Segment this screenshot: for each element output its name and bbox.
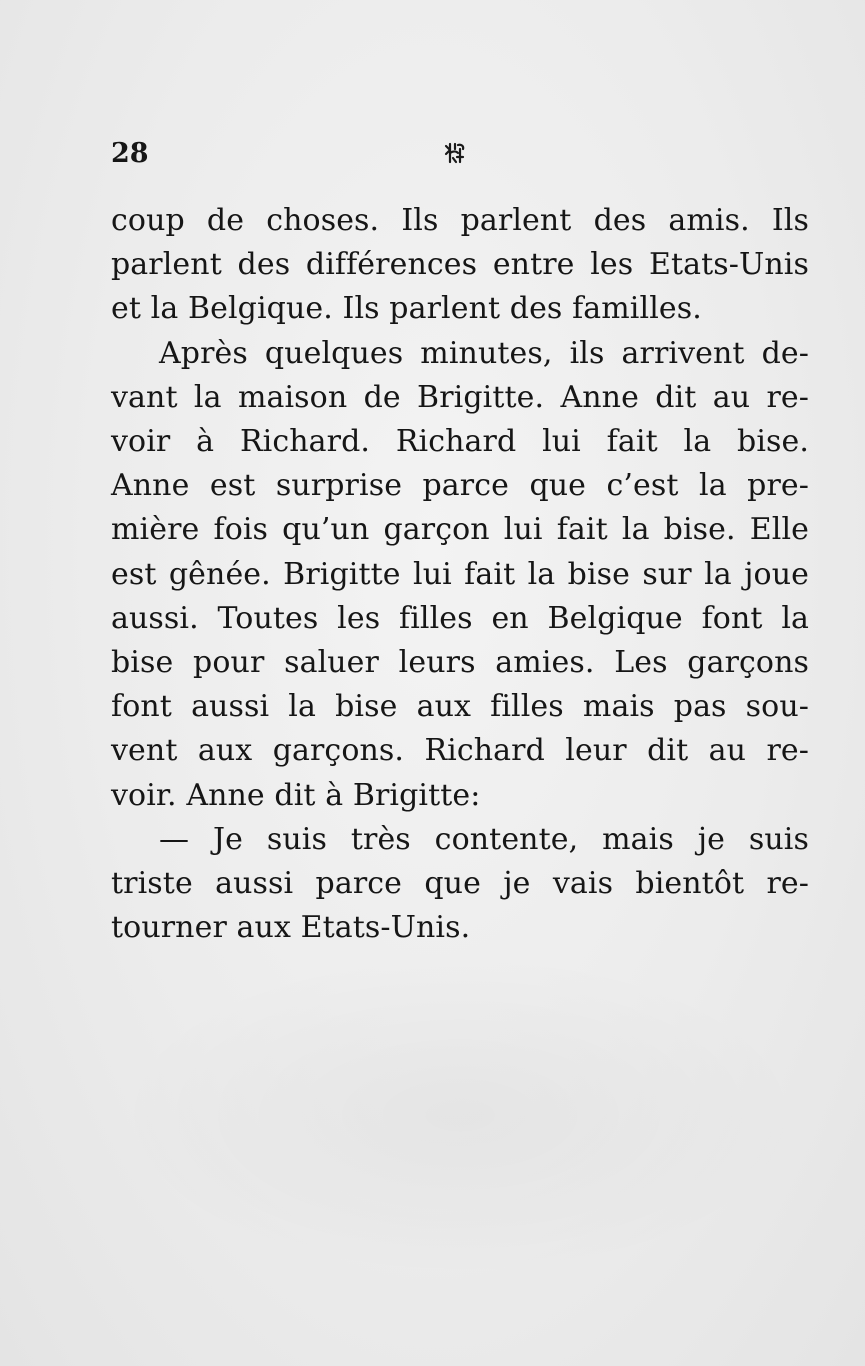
text-line: mière fois qu’un garçon lui fait la bise. Elle bbox=[111, 512, 809, 548]
show-through-shadow bbox=[110, 950, 810, 1280]
text-line: vant la maison de Brigitte. Anne dit au re- bbox=[111, 379, 809, 415]
text-line: — Je suis très contente, mais je suis bbox=[159, 821, 809, 857]
paragraph bbox=[111, 332, 809, 818]
text-line: voir à Richard. Richard lui fait la bise. bbox=[111, 424, 809, 460]
body-text bbox=[111, 199, 809, 950]
text-line: font aussi la bise aux filles mais pas sou- bbox=[111, 689, 809, 725]
paragraph bbox=[111, 818, 809, 951]
page-number: 28 bbox=[111, 138, 149, 169]
text-line: triste aussi parce que je vais bientôt re- bbox=[111, 866, 809, 902]
text-line: aussi. Toutes les filles en Belgique font la bbox=[111, 600, 809, 636]
floral-ornament-icon bbox=[441, 140, 469, 168]
text-line: voir. Anne dit à Brigitte: bbox=[111, 777, 481, 813]
paragraph bbox=[111, 199, 809, 332]
page-header bbox=[111, 134, 809, 174]
text-line: Anne est surprise parce que c’est la pre- bbox=[111, 468, 809, 504]
text-line: parlent des différences entre les Etats-Unis bbox=[111, 247, 809, 283]
text-line: et la Belgique. Ils parlent des familles. bbox=[111, 291, 702, 327]
text-line: bise pour saluer leurs amies. Les garçons bbox=[111, 645, 809, 681]
text-line: Après quelques minutes, ils arrivent de- bbox=[159, 335, 809, 371]
text-line: est gênée. Brigitte lui fait la bise sur la joue bbox=[111, 556, 809, 592]
text-line: tourner aux Etats-Unis. bbox=[111, 910, 471, 946]
text-line: coup de choses. Ils parlent des amis. Ils bbox=[111, 203, 809, 238]
text-line: vent aux garçons. Richard leur dit au re- bbox=[111, 733, 809, 769]
